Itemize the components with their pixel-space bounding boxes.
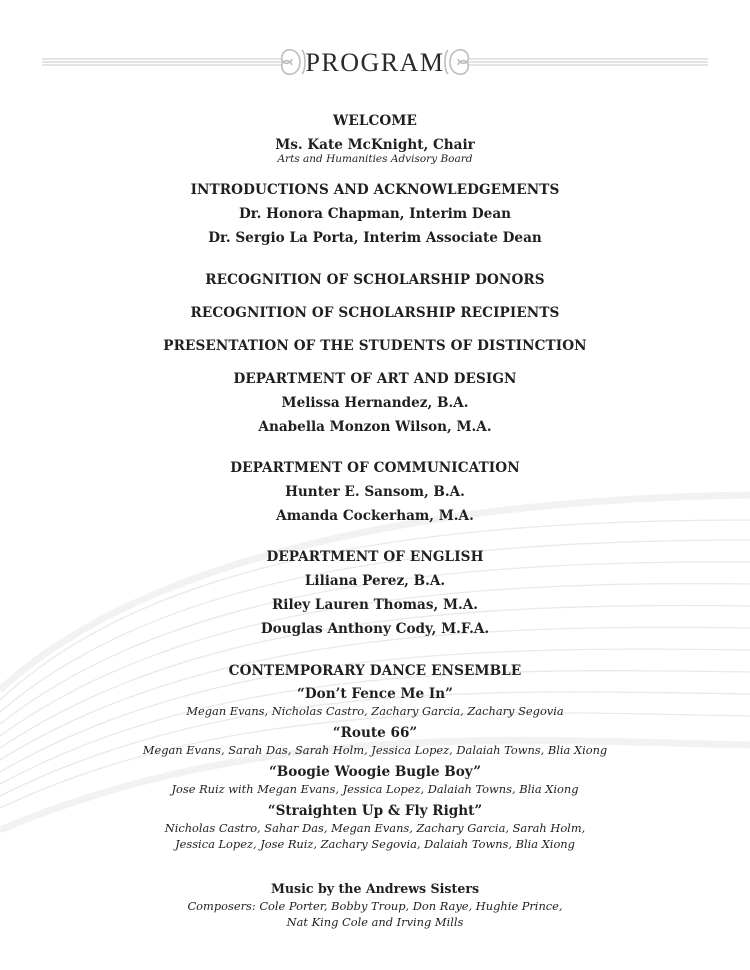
dance-piece-title: “Boogie Woogie Bugle Boy” — [268, 764, 482, 780]
dance-piece-cast: Jessica Lopez, Jose Ruiz, Zachary Segovia, Dalaiah Towns, Blia Xiong — [175, 837, 575, 851]
presentation-heading: PRESENTATION OF THE STUDENTS OF DISTINCTION — [163, 338, 587, 354]
dance-piece-cast: Megan Evans, Nicholas Castro, Zachary Garcia, Zachary Segovia — [186, 704, 564, 718]
music-credit-heading: Music by the Andrews Sisters — [270, 881, 480, 896]
introduction-name: Dr. Sergio La Porta, Interim Associate Dean — [208, 230, 542, 246]
student-name: Anabella Monzon Wilson, M.A. — [258, 419, 492, 435]
department-heading: DEPARTMENT OF ART AND DESIGN — [233, 371, 517, 387]
dance-piece-title: “Route 66” — [332, 725, 418, 741]
student-name: Liliana Perez, B.A. — [304, 573, 446, 589]
recognition-donors-heading: RECOGNITION OF SCHOLARSHIP DONORS — [205, 272, 545, 288]
composers-credit: Nat King Cole and Irving Mills — [286, 915, 464, 929]
department-heading: DEPARTMENT OF ENGLISH — [266, 549, 484, 565]
welcome-affiliation: Arts and Humanities Advisory Board — [277, 153, 473, 165]
student-name: Riley Lauren Thomas, M.A. — [271, 597, 479, 613]
dance-piece-title: “Don’t Fence Me In” — [297, 686, 453, 702]
dance-ensemble-heading: CONTEMPORARY DANCE ENSEMBLE — [228, 663, 522, 679]
page-title: PROGRAM — [305, 48, 445, 77]
introduction-name: Dr. Honora Chapman, Interim Dean — [238, 206, 512, 222]
introductions-heading: INTRODUCTIONS AND ACKNOWLEDGEMENTS — [190, 182, 560, 198]
recognition-recipients-heading: RECOGNITION OF SCHOLARSHIP RECIPIENTS — [190, 305, 560, 321]
student-name: Hunter E. Sansom, B.A. — [285, 484, 465, 500]
welcome-speaker: Ms. Kate McKnight, Chair — [275, 137, 475, 153]
dance-piece-title: “Straighten Up & Fly Right” — [267, 803, 483, 819]
dance-piece-cast: Megan Evans, Sarah Das, Sarah Holm, Jessica Lopez, Dalaiah Towns, Blia Xiong — [142, 743, 608, 757]
dance-piece-cast: Jose Ruiz with Megan Evans, Jessica Lopez, Dalaiah Towns, Blia Xiong — [171, 782, 579, 796]
dance-piece-cast: Nicholas Castro, Sahar Das, Megan Evans, Zachary Garcia, Sarah Holm, — [164, 821, 586, 835]
welcome-heading: WELCOME — [333, 113, 417, 129]
department-heading: DEPARTMENT OF COMMUNICATION — [230, 460, 520, 476]
program-header — [0, 42, 750, 92]
student-name: Melissa Hernandez, B.A. — [281, 395, 469, 411]
composers-credit: Composers: Cole Porter, Bobby Troup, Don Raye, Hughie Prince, — [187, 899, 563, 913]
student-name: Douglas Anthony Cody, M.F.A. — [260, 621, 490, 637]
student-name: Amanda Cockerham, M.A. — [276, 508, 474, 524]
